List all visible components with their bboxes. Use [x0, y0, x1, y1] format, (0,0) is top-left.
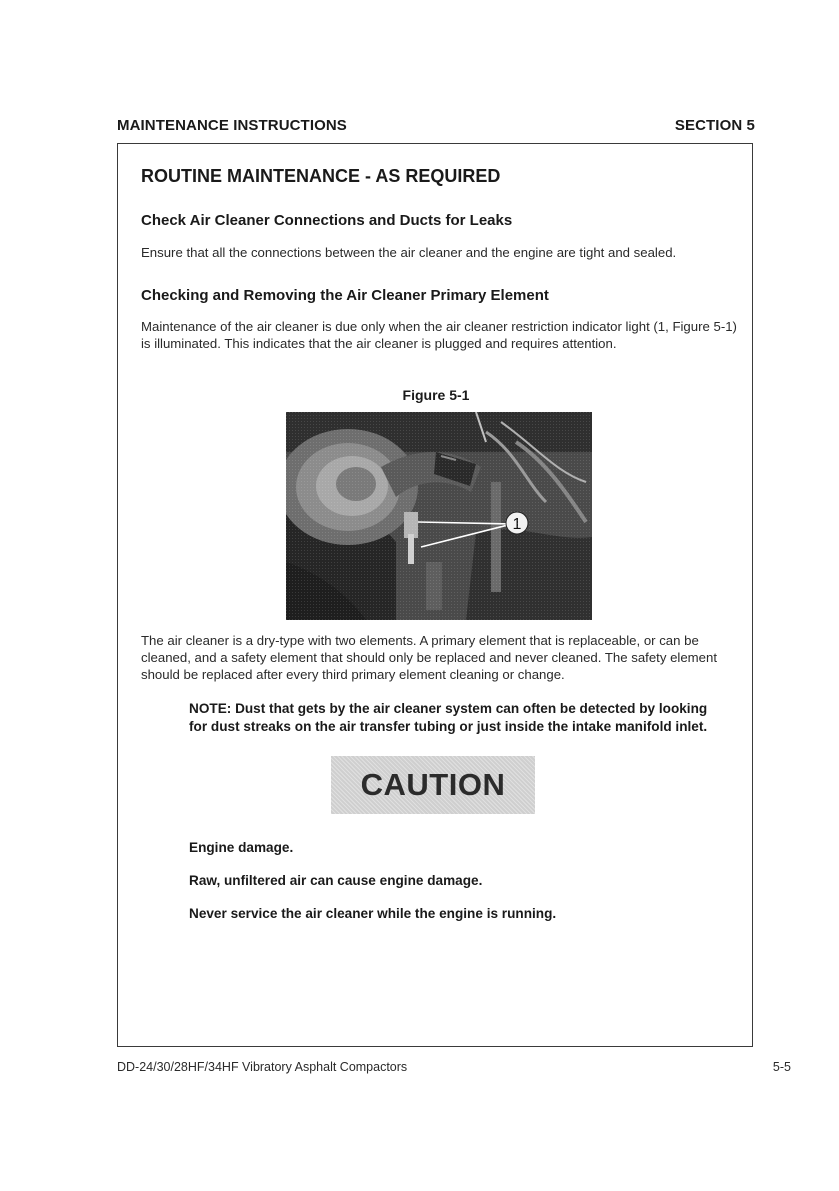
page-footer [117, 1060, 791, 1074]
caution-banner [331, 756, 535, 814]
heading-primary-element: Checking and Removing the Air Cleaner Primary Element [141, 287, 549, 304]
paragraph-maintenance-due: Maintenance of the air cleaner is due only when the air cleaner restriction indicator light (1, Figure 5-1) is illuminated. This indicates that the air cleaner is plugged and requires attention. [141, 319, 737, 351]
caution-line-never-service: Never service the air cleaner while the engine is running. [189, 906, 557, 921]
figure-caption: Figure 5-1 [402, 387, 470, 403]
paragraph-connections: Ensure that all the connections between the air cleaner and the engine are tight and sealed. [141, 245, 677, 260]
caution-line-unfiltered-air: Raw, unfiltered air can cause engine damage. [189, 873, 483, 888]
caution-label: CAUTION [360, 767, 506, 802]
footer-page-number: 5-5 [772, 1060, 791, 1074]
header-section: SECTION 5 [674, 117, 755, 134]
engine-photo-illustration [286, 412, 592, 620]
note-dust: NOTE: Dust that gets by the air cleaner system can often be detected by looking for dust streaks on the air transfer tubing or just inside the intake manifold inlet. [189, 701, 708, 734]
heading-air-cleaner-connections: Check Air Cleaner Connections and Ducts for Leaks [141, 212, 513, 229]
header-title: MAINTENANCE INSTRUCTIONS [117, 117, 347, 134]
page-header [117, 117, 755, 134]
page-title: ROUTINE MAINTENANCE - AS REQUIRED [141, 166, 501, 186]
figure-photo [286, 412, 592, 620]
paragraph-air-cleaner-type: The air cleaner is a dry-type with two elements. A primary element that is replaceable, or can be cleaned, and a safety element that should only be replaced and never cleaned. The safety element should be replaced after every third primary element cleaning or change. [141, 633, 717, 682]
footer-document-title: DD-24/30/28HF/34HF Vibratory Asphalt Compactors [117, 1060, 408, 1074]
content-box [117, 143, 753, 1047]
caution-line-engine-damage: Engine damage. [189, 840, 294, 855]
